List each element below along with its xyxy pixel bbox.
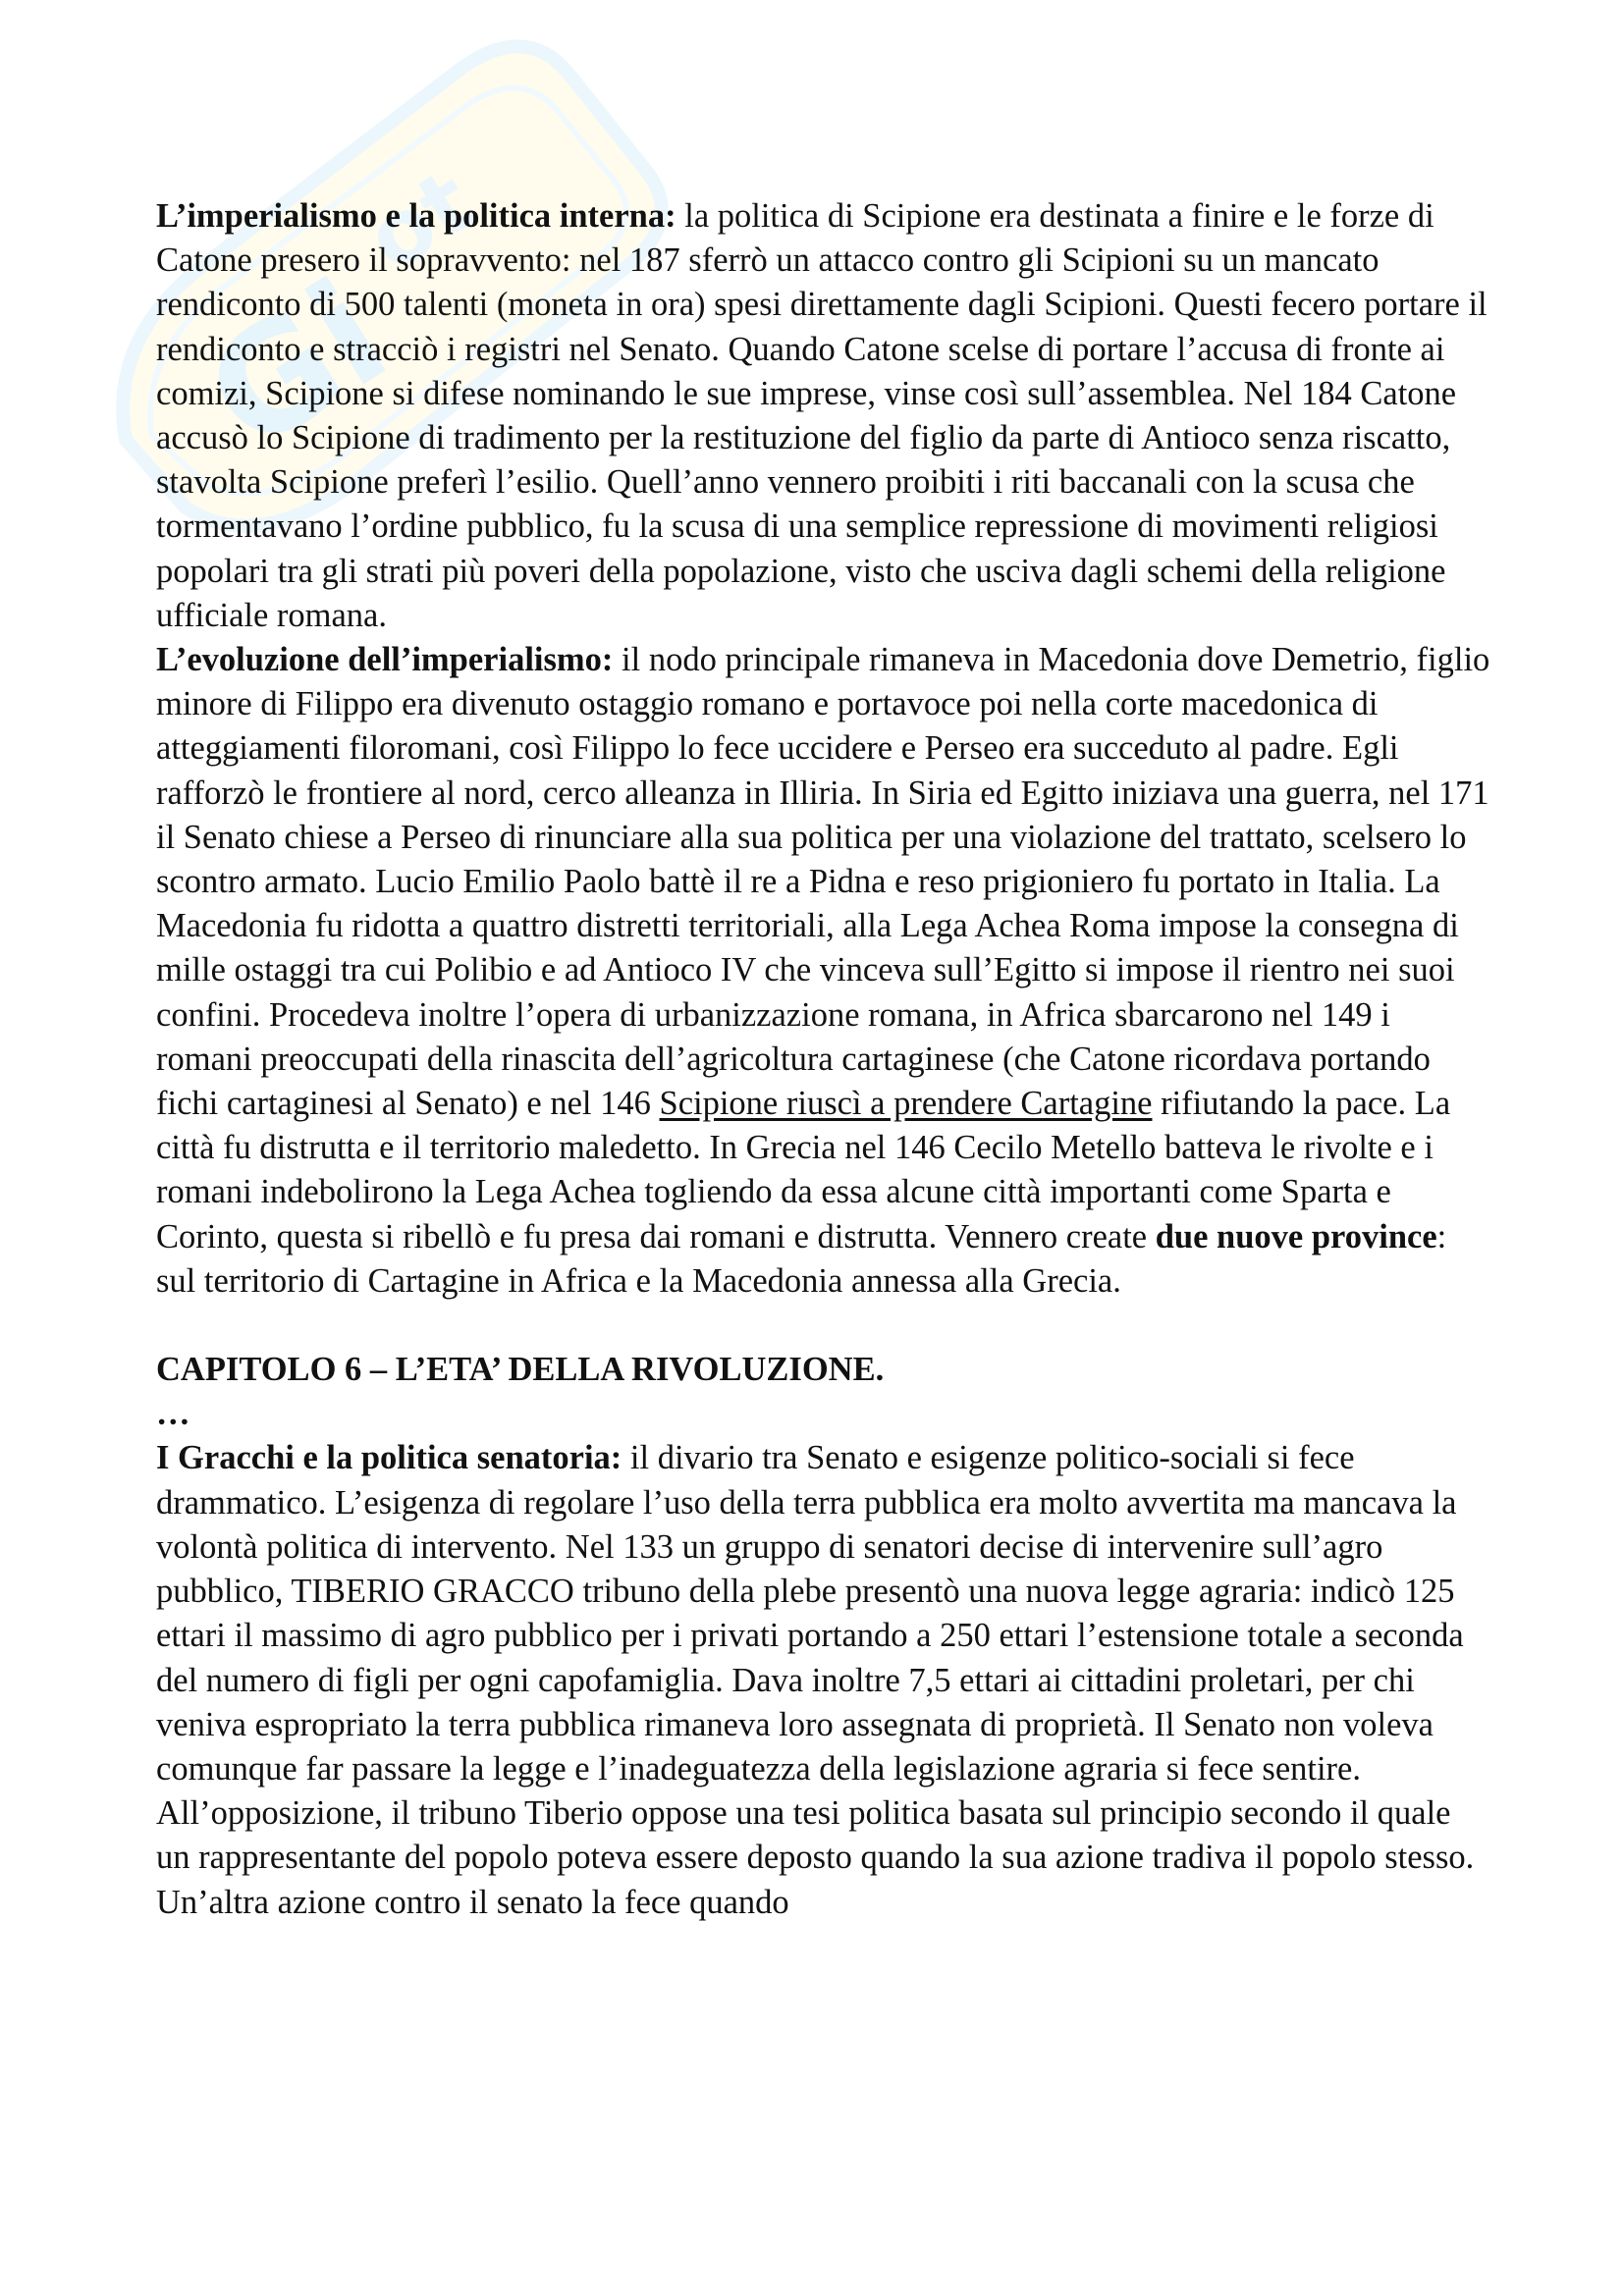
text-gracchi: il divario tra Senato e esigenze politico-sociali si fece drammatico. L’esigenza di regolare l’uso della terra pubblica era molto avvertita ma mancava la volontà politica di intervento. Nel 133 un gruppo di senatori decise di intervenire sull’agro pubblico, TIBERIO GRACCO tribuno della plebe presentò una nuova legge agraria: indicò 125 ettari il massimo di agro pubblico per i privati portando a 250 ettari l’estensione totale a seconda del numero di figli per ogni capofamiglia. Dava inoltre 7,5 ettari ai cittadini proletari, per chi veniva espropriato la terra pubblica rimaneva loro assegnata di proprietà. Il Senato non voleva comunque far passare la legge e l’inadeguatezza della legislazione agraria si fece sentire. All’opposizione, il tribuno Tiberio oppose una tesi politica basata sul principio secondo il quale un rappresentante del popolo poteva essere deposto quando la sua azione tradiva il popolo stesso. Un’altra azione contro il senato la fece quando bbox=[156, 1439, 1475, 1921]
text-evoluzione-3: : sul territorio di Cartagine in Africa e la Macedonia annessa alla Grecia. bbox=[156, 1217, 1447, 1300]
document-body bbox=[156, 194, 1491, 1925]
paragraph-gracchi bbox=[156, 1436, 1491, 1924]
spacer bbox=[156, 1304, 1491, 1348]
svg-text:Gi: Gi bbox=[179, 248, 415, 485]
heading-imperialismo: L’imperialismo e la politica interna: bbox=[156, 197, 676, 235]
heading-evoluzione: L’evoluzione dell’imperialismo: bbox=[156, 641, 614, 679]
chapter-title: CAPITOLO 6 – L’ETA’ DELLA RIVOLUZIONE. bbox=[156, 1351, 885, 1389]
text-imperialismo: la politica di Scipione era destinata a finire e le forze di Catone presero il sopravvento: nel 187 sferrò un attacco contro gli Scipioni su un mancato rendiconto di 500 talenti (moneta in ora) spesi direttamente dagli Scipioni. Questi fecero portare il rendiconto e stracciò i registri nel Senato. Quando Catone scelse di portare l’accusa di fronte ai comizi, Scipione si difese nominando le sue imprese, vinse così sull’assemblea. Nel 184 Catone accusò lo Scipione di tradimento per la restituzione del figlio da parte di Antioco senza riscatto, stavolta Scipione preferì l’esilio. Quell’anno vennero proibiti i riti baccanali con la scusa che tormentavano l’ordine pubblico, fu la scusa di una semplice repressione di movimenti religiosi popolari tra gli strati più poveri della popolazione, visto che usciva dagli schemi della religione ufficiale romana. bbox=[156, 197, 1488, 634]
heading-gracchi: I Gracchi e la politica senatoria: bbox=[156, 1439, 622, 1477]
chapter-ellipsis: … bbox=[156, 1395, 190, 1433]
svg-text:ot: ot bbox=[349, 149, 492, 293]
link-cartagine[interactable]: Scipione riuscì a prendere Cartagine bbox=[659, 1085, 1153, 1123]
text-evoluzione-2: rifiutando la pace. La città fu distrutta e il territorio maledetto. In Grecia nel 146 Cecilo Metello batteva le rivolte e i romani indebolirono la Lega Achea togliendo da essa alcune città importanti come Sparta e Corinto, questa si ribellò e fu presa dai romani e distrutta. Vennero create bbox=[156, 1085, 1451, 1255]
paragraph-evoluzione bbox=[156, 638, 1491, 1304]
paragraph-imperialismo bbox=[156, 194, 1491, 638]
bold-due-nuove-province: due nuove province bbox=[1155, 1217, 1437, 1255]
text-evoluzione-1: il nodo principale rimaneva in Macedonia dove Demetrio, figlio minore di Filippo era divenuto ostaggio romano e portavoce poi nella corte macedonica di atteggiamenti filoromani, così Filippo lo fece uccidere e Perseo era succeduto al padre. Egli rafforzò le frontiere al nord, cerco alleanza in Illiria. In Siria ed Egitto iniziava una guerra, nel 171 il Senato chiese a Perseo di rinunciare alla sua politica per una violazione del trattato, scelsero lo scontro armato. Lucio Emilio Paolo battè il re a Pidna e reso prigioniero fu portato in Italia. La Macedonia fu ridotta a quattro distretti territoriali, alla Lega Achea Roma impose la consegna di mille ostaggi tra cui Polibio e ad Antioco IV che vinceva sull’Egitto si impose il rientro nei suoi confini. Procedeva inoltre l’opera di urbanizzazione romana, in Africa sbarcarono nel 149 i romani preoccupati della rinascita dell’agricoltura cartaginese (che Catone ricordava portando fichi cartaginesi al Senato) e nel 146 bbox=[156, 641, 1490, 1123]
